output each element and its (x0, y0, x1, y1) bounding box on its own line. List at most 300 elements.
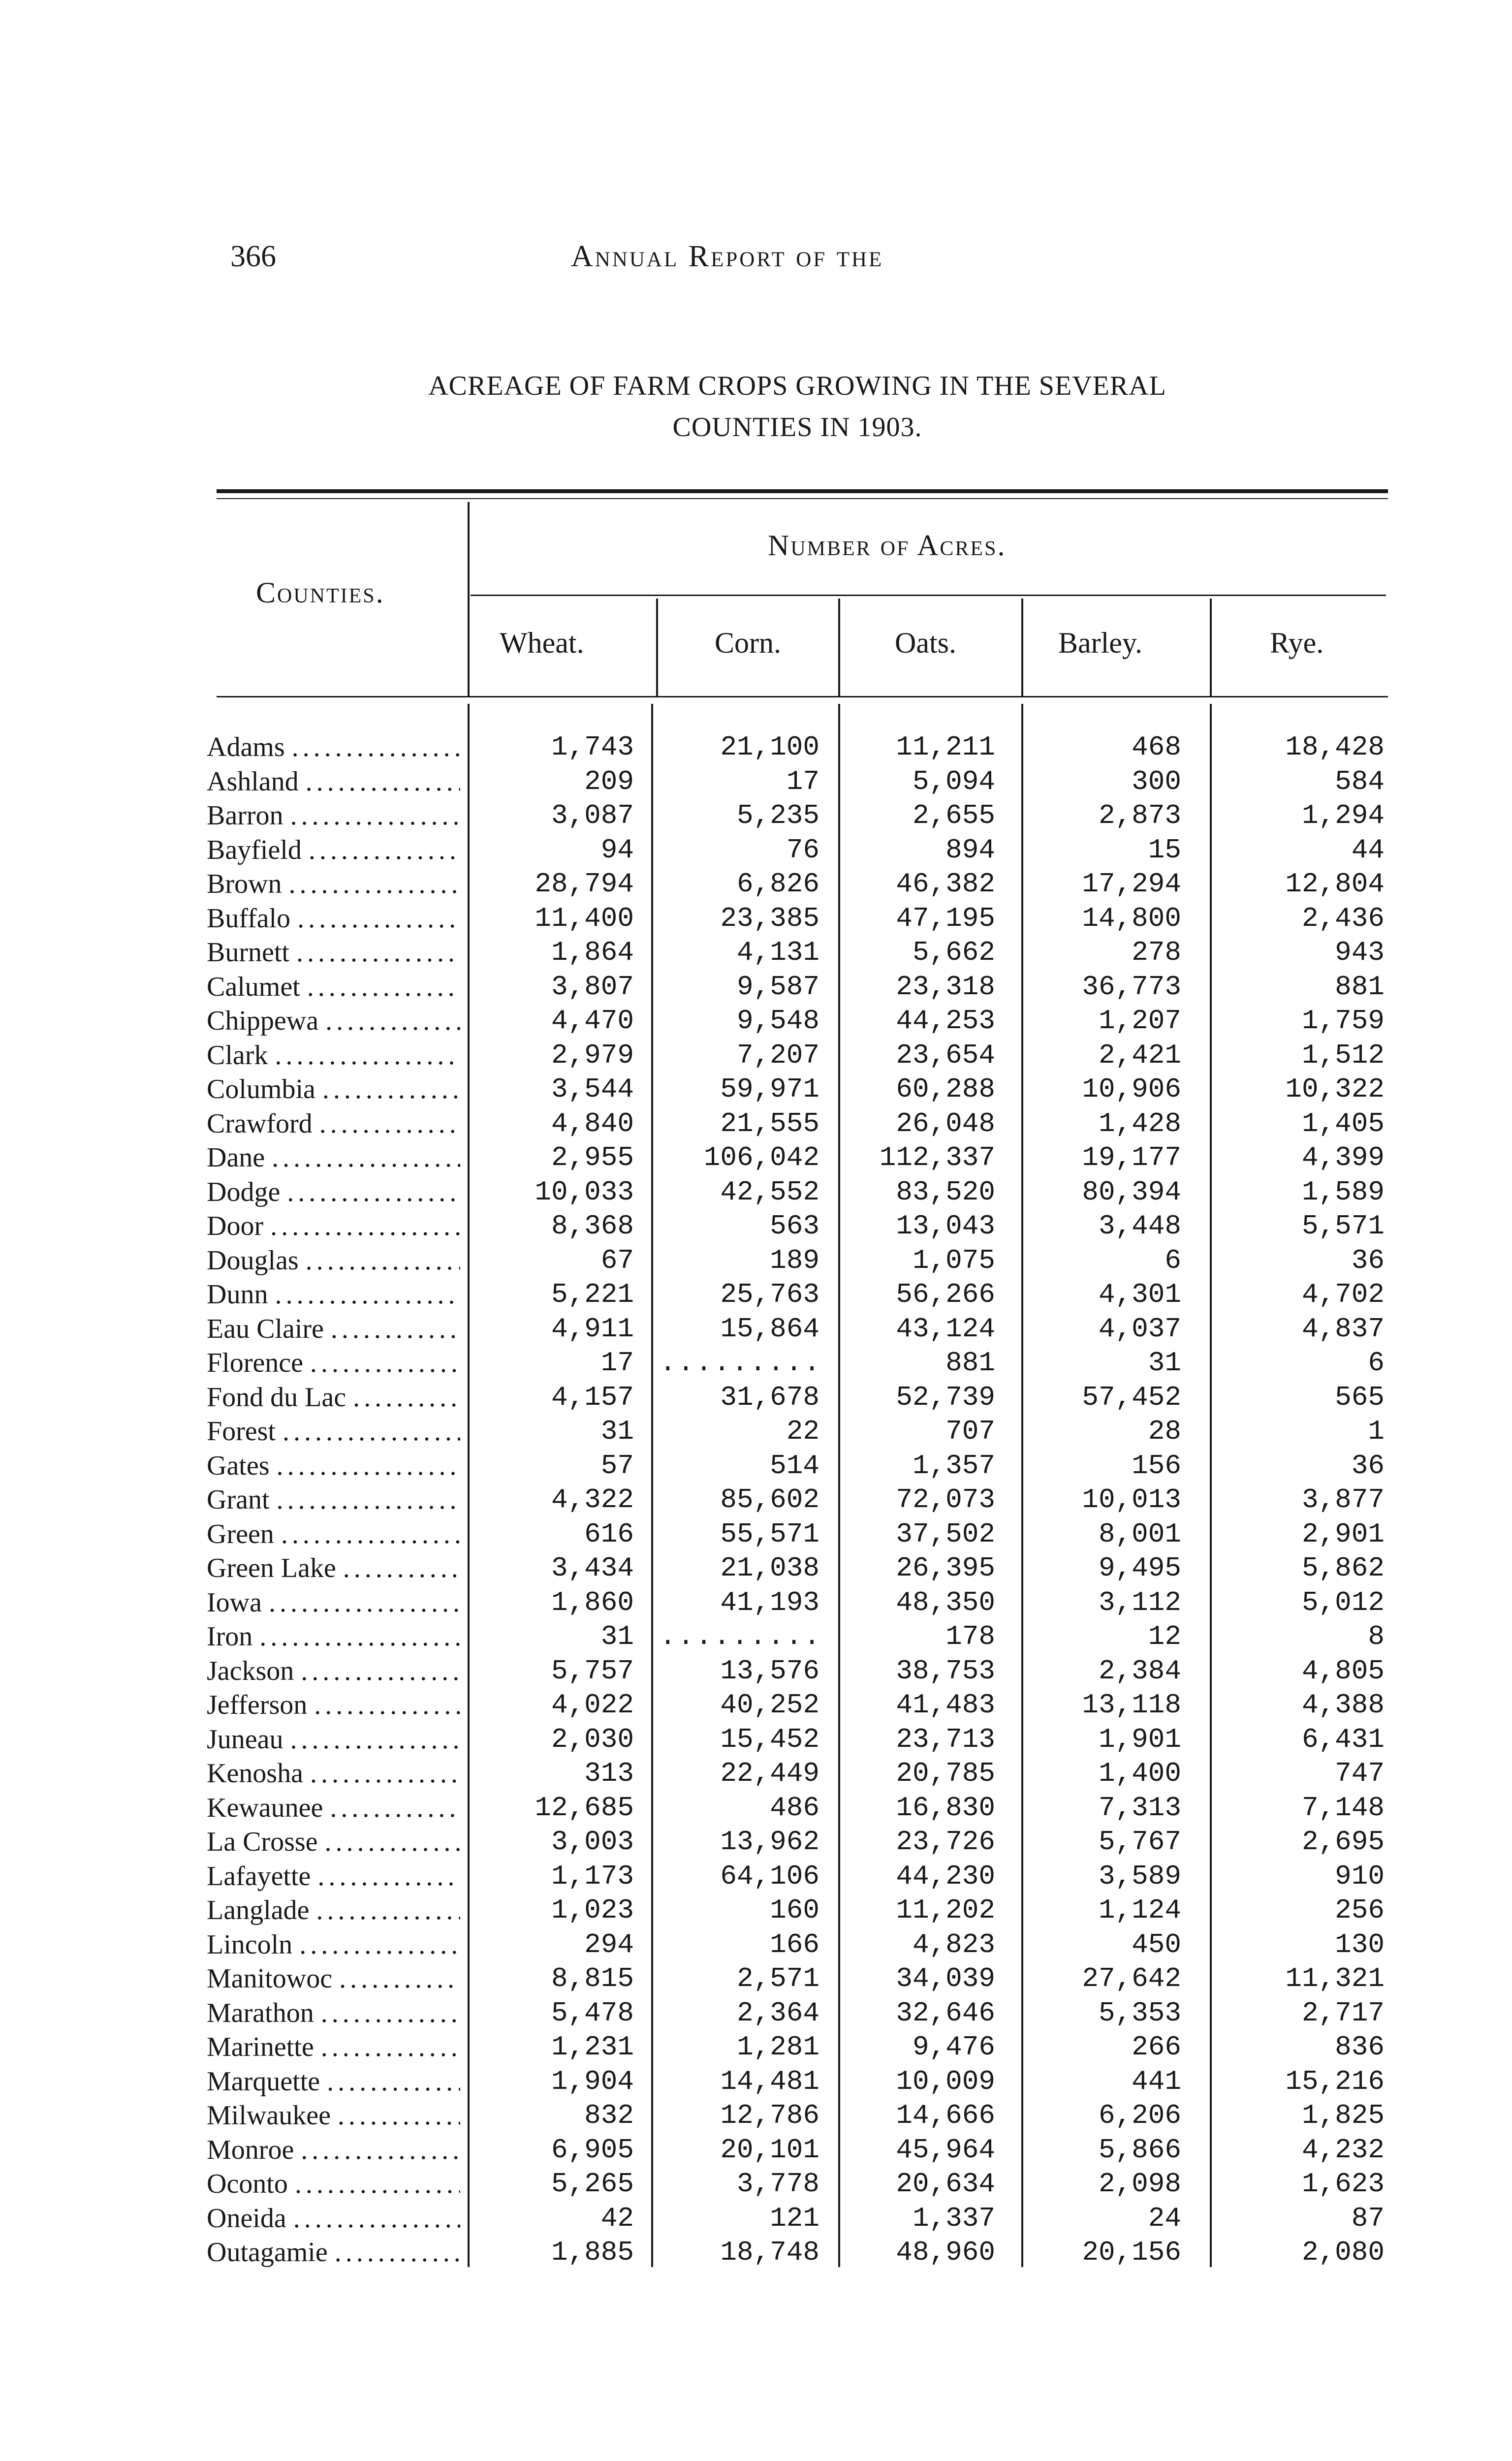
rye-header: Rye. (1270, 627, 1324, 659)
corn-cell: 160 (770, 1894, 819, 1926)
dot-leader (346, 1381, 460, 1415)
oats-cell: 23,654 (896, 1039, 995, 1071)
dot-leader (315, 1073, 460, 1107)
dot-leader (262, 1586, 460, 1620)
rye-cell: 7,148 (1301, 1792, 1385, 1824)
oats-cell: 72,073 (896, 1484, 995, 1515)
dot-leader (252, 1620, 460, 1654)
oats-cell: 46,382 (896, 868, 995, 900)
counties-header: Counties. (256, 576, 385, 609)
wheat-cell: 3,544 (551, 1073, 634, 1105)
corn-cell: 59,971 (720, 1073, 819, 1105)
rye-cell: 36 (1351, 1244, 1385, 1276)
barley-cell: 10,013 (1082, 1484, 1181, 1515)
county-name: Outagamie (207, 2237, 328, 2268)
dot-leader (299, 765, 460, 799)
barley-cell: 2,098 (1098, 2168, 1181, 2200)
dot-leader (282, 867, 460, 902)
county-row (207, 2202, 460, 2236)
county-row (207, 1004, 460, 1039)
wheat-cell: 832 (584, 2100, 634, 2131)
county-name: Buffalo (207, 903, 291, 934)
rye-cell: 5,571 (1301, 1210, 1385, 1242)
dot-leader (323, 1791, 460, 1826)
dot-leader (336, 1551, 460, 1586)
corn-cell: 76 (786, 834, 819, 866)
wheat-cell: 1,904 (551, 2065, 634, 2097)
oats-cell: 56,266 (896, 1279, 995, 1310)
rye-cell: 943 (1335, 937, 1385, 968)
dot-leader (294, 2133, 460, 2168)
corn-cell: 14,481 (720, 2065, 819, 2097)
county-row (207, 2236, 460, 2270)
county-row (207, 1209, 460, 1244)
corn-cell: 166 (770, 1928, 819, 1960)
oats-cell: 44,230 (896, 1860, 995, 1892)
corn-cell: 22,449 (720, 1758, 819, 1789)
oats-cell: 5,662 (912, 937, 995, 968)
spanner-rule (471, 595, 1386, 596)
oats-cell: 4,823 (912, 1928, 995, 1960)
corn-header: Corn. (715, 627, 781, 659)
county-name: Langlade (207, 1895, 310, 1925)
rye-cell: 836 (1335, 2031, 1385, 2063)
corn-cell: 563 (770, 1210, 819, 1242)
county-name: Gates (207, 1450, 270, 1481)
rye-cell: 44 (1351, 834, 1385, 866)
oats-cell: 41,483 (896, 1689, 995, 1721)
county-row (207, 902, 460, 936)
oats-cell: 26,395 (896, 1552, 995, 1584)
barley-cell: 2,384 (1098, 1655, 1181, 1687)
wheat-cell: 209 (584, 765, 634, 797)
rye-cell: 4,399 (1301, 1142, 1385, 1173)
oats-cell: 10,009 (896, 2065, 995, 2097)
oats-cell: 32,646 (896, 1997, 995, 2029)
barley-cell: 80,394 (1082, 1176, 1181, 1208)
dot-leader (284, 799, 460, 833)
county-name: Florence (207, 1348, 303, 1378)
corn-cell: 20,101 (720, 2134, 819, 2166)
county-name: Kenosha (207, 1758, 303, 1789)
oats-cell: 47,195 (896, 902, 995, 934)
dot-leader (290, 902, 460, 936)
rye-cell: 87 (1351, 2202, 1385, 2234)
dot-leader (318, 1825, 460, 1860)
dot-leader (286, 2202, 460, 2236)
corn-cell: 106,042 (703, 1142, 819, 1173)
barley-cell: 1,400 (1098, 1758, 1181, 1789)
rye-cell: 4,232 (1301, 2134, 1385, 2166)
county-name: Brown (207, 869, 282, 899)
wheat-cell: 5,221 (551, 1279, 634, 1310)
oats-cell: 178 (945, 1621, 995, 1652)
column-divider-wheat-corn (656, 599, 658, 696)
oats-cell: 44,253 (896, 1005, 995, 1037)
county-row (207, 765, 460, 799)
county-name: Burnett (207, 937, 289, 968)
barley-cell: 468 (1132, 731, 1181, 763)
barley-cell: 31 (1148, 1347, 1181, 1379)
wheat-cell: 10,033 (535, 1176, 634, 1208)
rye-cell: 5,862 (1301, 1552, 1385, 1584)
oats-cell: 707 (945, 1416, 995, 1447)
county-row (207, 1107, 460, 1141)
wheat-header: Wheat. (500, 627, 584, 659)
dot-leader (268, 1039, 460, 1073)
body-divider-wheat-corn (651, 704, 653, 2267)
county-name: Dunn (207, 1279, 268, 1310)
corn-cell: 21,100 (720, 731, 819, 763)
county-column (207, 730, 460, 2270)
page-number: 366 (230, 240, 276, 273)
rye-cell: 1 (1368, 1416, 1385, 1447)
oats-cell: 881 (945, 1347, 995, 1379)
wheat-cell: 2,030 (551, 1723, 634, 1755)
rye-cell: 1,512 (1301, 1039, 1385, 1071)
body-divider-stub (468, 704, 470, 2267)
wheat-cell: 5,478 (551, 1997, 634, 2029)
barley-cell: 5,353 (1098, 1997, 1181, 2029)
rye-cell: 1,405 (1301, 1107, 1385, 1139)
dot-leader (289, 936, 460, 970)
corn-cell: 514 (770, 1450, 819, 1482)
dot-leader (292, 1928, 460, 1962)
barley-cell: 450 (1132, 1928, 1181, 1960)
dot-leader (265, 1141, 460, 1175)
oats-header: Oats. (895, 627, 956, 659)
dot-leader (302, 833, 460, 868)
dot-leader (284, 1723, 460, 1757)
county-name: Lafayette (207, 1861, 311, 1892)
county-row (207, 1757, 460, 1791)
barley-cell: 4,301 (1098, 1279, 1181, 1310)
body-divider-barley-rye (1210, 704, 1212, 2267)
corn-cell: 17 (786, 765, 819, 797)
corn-cell: 22 (786, 1416, 819, 1447)
county-row (207, 2099, 460, 2133)
oats-cell: 23,726 (896, 1826, 995, 1858)
county-name: Oconto (207, 2169, 288, 2199)
dot-leader (300, 970, 460, 1005)
rye-cell: 2,717 (1301, 1997, 1385, 2029)
barley-cell: 1,428 (1098, 1107, 1181, 1139)
corn-cell: 85,602 (720, 1484, 819, 1515)
county-row (207, 1278, 460, 1312)
barley-cell: 13,118 (1082, 1689, 1181, 1721)
county-name: Clark (207, 1040, 268, 1071)
rye-cell: 130 (1335, 1928, 1385, 1960)
wheat-cell: 12,685 (535, 1792, 634, 1824)
wheat-cell: 5,265 (551, 2168, 634, 2200)
oats-cell: 5,094 (912, 765, 995, 797)
barley-cell: 10,906 (1082, 1073, 1181, 1105)
county-row (207, 1244, 460, 1278)
county-row (207, 1654, 460, 1689)
county-name: La Crosse (207, 1827, 318, 1857)
wheat-cell: 17 (600, 1347, 634, 1379)
county-row (207, 2133, 460, 2168)
rye-cell: 4,702 (1301, 1279, 1385, 1310)
barley-cell: 7,313 (1098, 1792, 1181, 1824)
wheat-cell: 5,757 (551, 1655, 634, 1687)
barley-cell: 17,294 (1082, 868, 1181, 900)
county-name: Green (207, 1518, 274, 1549)
oats-cell: 37,502 (896, 1518, 995, 1550)
barley-cell: 1,207 (1098, 1005, 1181, 1037)
corn-cell: 23,385 (720, 902, 819, 934)
oats-cell: 52,739 (896, 1381, 995, 1413)
wheat-cell: 31 (600, 1621, 634, 1652)
dot-leader (263, 1209, 460, 1244)
county-name: Oneida (207, 2203, 286, 2234)
oats-cell: 16,830 (896, 1792, 995, 1824)
wheat-cell: 11,400 (535, 902, 634, 934)
county-row (207, 1551, 460, 1586)
oats-cell: 26,048 (896, 1107, 995, 1139)
county-name: Lincoln (207, 1929, 293, 1960)
county-row (207, 2167, 460, 2202)
corn-cell: 2,571 (736, 1963, 819, 1994)
column-divider-oats-barley (1021, 599, 1023, 696)
rye-cell: 2,695 (1301, 1826, 1385, 1858)
county-row (207, 1825, 460, 1860)
rye-cell: 11,321 (1285, 1963, 1385, 1994)
rye-cell: 1,623 (1301, 2168, 1385, 2200)
header-bottom-rule (217, 696, 1388, 697)
wheat-cell: 1,173 (551, 1860, 634, 1892)
rye-cell: 12,804 (1285, 868, 1385, 900)
rye-cell: 1,294 (1301, 800, 1385, 831)
wheat-cell: 3,434 (551, 1552, 634, 1584)
county-name: Eau Claire (207, 1313, 324, 1344)
corn-cell: 7,207 (736, 1039, 819, 1071)
barley-cell: 300 (1132, 765, 1181, 797)
county-name: Ashland (207, 766, 299, 797)
dot-leader (303, 1346, 460, 1381)
oats-cell: 1,337 (912, 2202, 995, 2234)
corn-cell: 1,281 (736, 2031, 819, 2063)
county-name: Crawford (207, 1108, 313, 1139)
barley-cell: 5,767 (1098, 1826, 1181, 1858)
county-row (207, 799, 460, 833)
oats-cell: 1,357 (912, 1450, 995, 1482)
wheat-cell: 57 (600, 1450, 634, 1482)
dot-leader (320, 2065, 460, 2099)
dot-leader (294, 1654, 460, 1689)
barley-column (1029, 730, 1181, 2270)
rye-cell: 6 (1368, 1347, 1385, 1379)
corn-column (660, 730, 822, 2270)
county-name: Forest (207, 1416, 276, 1447)
rye-cell: 5,012 (1301, 1586, 1385, 1618)
dot-leader (332, 1962, 460, 1996)
dot-leader (299, 1244, 460, 1278)
oats-cell: 23,318 (896, 971, 995, 1003)
wheat-cell: 2,955 (551, 1142, 634, 1173)
county-row (207, 867, 460, 902)
rye-cell: 8 (1368, 1621, 1385, 1652)
county-name: Chippewa (207, 1006, 319, 1036)
wheat-cell: 616 (584, 1518, 634, 1550)
oats-cell: 48,960 (896, 2237, 995, 2268)
corn-cell: ......... (660, 1621, 822, 1652)
county-row (207, 1141, 460, 1175)
dot-leader (314, 1996, 460, 2031)
barley-cell: 28 (1148, 1416, 1181, 1447)
county-name: Columbia (207, 1074, 315, 1104)
corn-cell: 2,364 (736, 1997, 819, 2029)
county-name: Milwaukee (207, 2100, 331, 2131)
oats-cell: 23,713 (896, 1723, 995, 1755)
rye-column (1218, 730, 1385, 2270)
county-row (207, 1381, 460, 1415)
county-row (207, 1962, 460, 1996)
corn-cell: 15,864 (720, 1313, 819, 1345)
rye-cell: 1,759 (1301, 1005, 1385, 1037)
oats-cell: 60,288 (896, 1073, 995, 1105)
barley-cell: 3,589 (1098, 1860, 1181, 1892)
stub-divider (468, 502, 470, 696)
dot-leader (280, 1175, 460, 1210)
corn-cell: 21,038 (720, 1552, 819, 1584)
county-row (207, 1723, 460, 1757)
dot-leader (311, 1860, 460, 1894)
rye-cell: 4,837 (1301, 1313, 1385, 1345)
county-row (207, 1312, 460, 1347)
county-name: Jackson (207, 1655, 294, 1686)
county-name: Bayfield (207, 834, 302, 865)
corn-cell: 40,252 (720, 1689, 819, 1721)
county-name: Marinette (207, 2032, 314, 2062)
corn-cell: 12,786 (720, 2100, 819, 2131)
barley-cell: 266 (1132, 2031, 1181, 2063)
barley-cell: 156 (1132, 1450, 1181, 1482)
corn-cell: 121 (770, 2202, 819, 2234)
corn-cell: 13,576 (720, 1655, 819, 1687)
rye-cell: 1,825 (1301, 2100, 1385, 2131)
corn-cell: ......... (660, 1347, 822, 1379)
dot-leader (318, 1004, 460, 1039)
rye-cell: 2,436 (1301, 902, 1385, 934)
county-row (207, 1517, 460, 1552)
oats-cell: 43,124 (896, 1313, 995, 1345)
corn-cell: 31,678 (720, 1381, 819, 1413)
corn-cell: 25,763 (720, 1279, 819, 1310)
dot-leader (331, 2099, 460, 2133)
wheat-cell: 4,022 (551, 1689, 634, 1721)
dot-leader (288, 2167, 460, 2202)
county-row (207, 2065, 460, 2099)
rye-cell: 4,805 (1301, 1655, 1385, 1687)
oats-cell: 11,211 (896, 731, 995, 763)
running-title: Annual Report of the (571, 240, 884, 273)
dot-leader (328, 2236, 460, 2270)
county-row (207, 1483, 460, 1517)
wheat-cell: 42 (600, 2202, 634, 2234)
corn-cell: 41,193 (720, 1586, 819, 1618)
wheat-cell: 28,794 (535, 868, 634, 900)
wheat-cell: 4,470 (551, 1005, 634, 1037)
oats-cell: 20,785 (896, 1758, 995, 1789)
oats-cell: 38,753 (896, 1655, 995, 1687)
county-row (207, 1791, 460, 1826)
column-divider-barley-rye (1210, 599, 1212, 696)
wheat-cell: 313 (584, 1758, 634, 1789)
oats-cell: 34,039 (896, 1963, 995, 1994)
corn-cell: 18,748 (720, 2237, 819, 2268)
body-divider-oats-barley (1021, 704, 1023, 2267)
wheat-cell: 67 (600, 1244, 634, 1276)
dot-leader (285, 730, 460, 765)
corn-cell: 42,552 (720, 1176, 819, 1208)
corn-cell: 5,235 (736, 800, 819, 831)
wheat-cell: 2,979 (551, 1039, 634, 1071)
body-divider-corn-oats (838, 704, 840, 2267)
county-row (207, 1996, 460, 2031)
oats-cell: 2,655 (912, 800, 995, 831)
wheat-cell: 4,157 (551, 1381, 634, 1413)
rye-cell: 3,877 (1301, 1484, 1385, 1515)
barley-cell: 12 (1148, 1621, 1181, 1652)
rye-cell: 256 (1335, 1894, 1385, 1926)
wheat-cell: 1,743 (551, 731, 634, 763)
barley-cell: 278 (1132, 937, 1181, 968)
corn-cell: 3,778 (736, 2168, 819, 2200)
county-name: Fond du Lac (207, 1382, 346, 1413)
oats-cell: 13,043 (896, 1210, 995, 1242)
county-name: Dane (207, 1142, 265, 1173)
barley-cell: 1,124 (1098, 1894, 1181, 1926)
wheat-cell: 1,023 (551, 1894, 634, 1926)
county-row (207, 1860, 460, 1894)
barley-cell: 2,421 (1098, 1039, 1181, 1071)
county-name: Door (207, 1211, 264, 1241)
county-row (207, 970, 460, 1005)
county-row (207, 1415, 460, 1449)
rye-cell: 584 (1335, 765, 1385, 797)
corn-cell: 55,571 (720, 1518, 819, 1550)
wheat-cell: 6,905 (551, 2134, 634, 2166)
county-name: Douglas (207, 1245, 299, 1276)
county-name: Green Lake (207, 1553, 336, 1583)
oats-cell: 45,964 (896, 2134, 995, 2166)
oats-cell: 14,666 (896, 2100, 995, 2131)
rye-cell: 881 (1335, 971, 1385, 1003)
wheat-cell: 3,087 (551, 800, 634, 831)
county-name: Dodge (207, 1176, 281, 1207)
wheat-cell: 1,231 (551, 2031, 634, 2063)
corn-cell: 64,106 (720, 1860, 819, 1892)
dot-leader (268, 1278, 460, 1312)
wheat-cell: 1,864 (551, 937, 634, 968)
county-name: Kewaunee (207, 1792, 323, 1823)
barley-cell: 6,206 (1098, 2100, 1181, 2131)
oats-cell: 894 (945, 834, 995, 866)
wheat-cell: 294 (584, 1928, 634, 1960)
barley-cell: 3,448 (1098, 1210, 1181, 1242)
county-row (207, 1688, 460, 1723)
wheat-cell: 3,807 (551, 971, 634, 1003)
barley-cell: 15 (1148, 834, 1181, 866)
oats-cell: 1,075 (912, 1244, 995, 1276)
barley-cell: 2,873 (1098, 800, 1181, 831)
county-row (207, 1175, 460, 1210)
table-title-line-1: ACREAGE OF FARM CROPS GROWING IN THE SEVERAL (428, 371, 1166, 401)
dot-leader (313, 1107, 460, 1141)
wheat-cell: 1,885 (551, 2237, 634, 2268)
dot-leader (307, 1688, 460, 1723)
